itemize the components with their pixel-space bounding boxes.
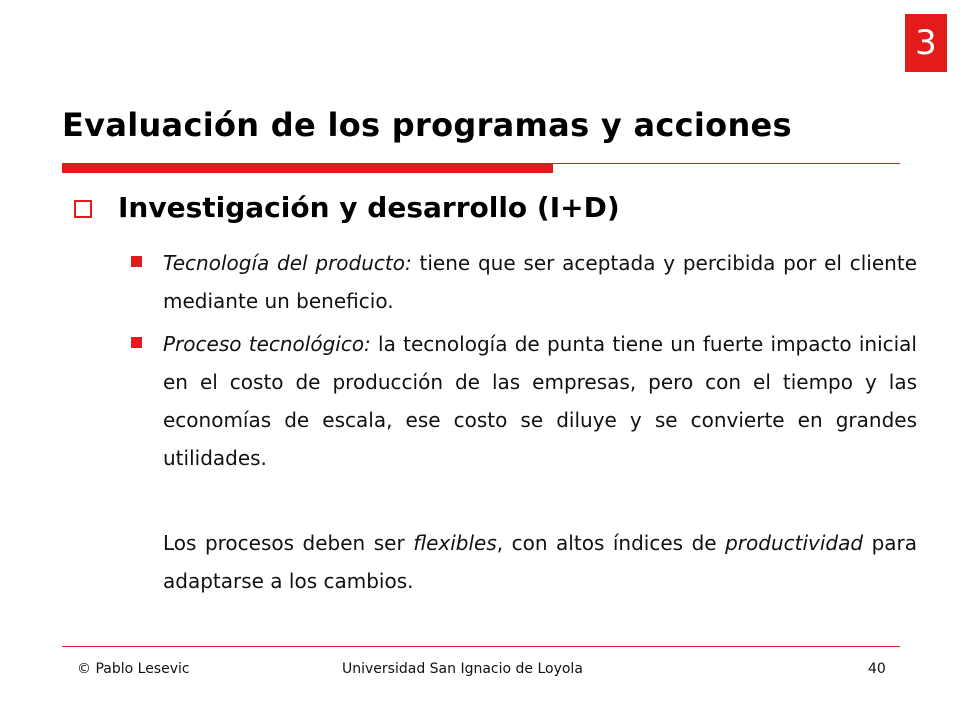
bullet-item-product-technology — [163, 244, 917, 320]
continuation-paragraph — [163, 524, 917, 600]
footer-divider — [62, 646, 900, 647]
square-bullet-icon — [131, 256, 142, 267]
bullet-item-label: Tecnología del producto: — [163, 251, 412, 275]
section-heading: Investigación y desarrollo (I+D) — [118, 191, 620, 224]
paragraph-text: Los procesos deben ser — [163, 531, 414, 555]
footer-author: © Pablo Lesevic — [77, 661, 190, 677]
emphasis-productividad: productividad — [725, 531, 864, 555]
paragraph-text: , con altos índices de — [496, 531, 726, 555]
square-bullet-icon — [131, 337, 142, 348]
bullet-item-label: Proceso tecnológico: — [163, 332, 371, 356]
footer-institution: Universidad San Ignacio de Loyola — [342, 661, 583, 677]
paragraph-text: para adaptarse a los cambios. — [163, 531, 917, 593]
bullet-item-technological-process — [163, 325, 917, 477]
hollow-square-bullet-icon — [74, 200, 92, 218]
slide-number-badge: 3 — [905, 14, 947, 72]
slide-title: Evaluación de los programas y acciones — [62, 106, 792, 144]
footer-page-number: 40 — [868, 661, 886, 677]
bullet-item-text: la tecnología de punta tiene un fuerte impacto inicial en el costo de producción de las empresas, pero con el tiempo y las economías de escala, ese costo se diluye y se convierte en grandes utilidades. — [163, 332, 917, 470]
emphasis-flexibles: flexibles — [413, 531, 497, 555]
bullet-item-text: tiene que ser aceptada y percibida por el cliente mediante un beneficio. — [163, 251, 917, 313]
title-underline-thick — [62, 164, 553, 173]
